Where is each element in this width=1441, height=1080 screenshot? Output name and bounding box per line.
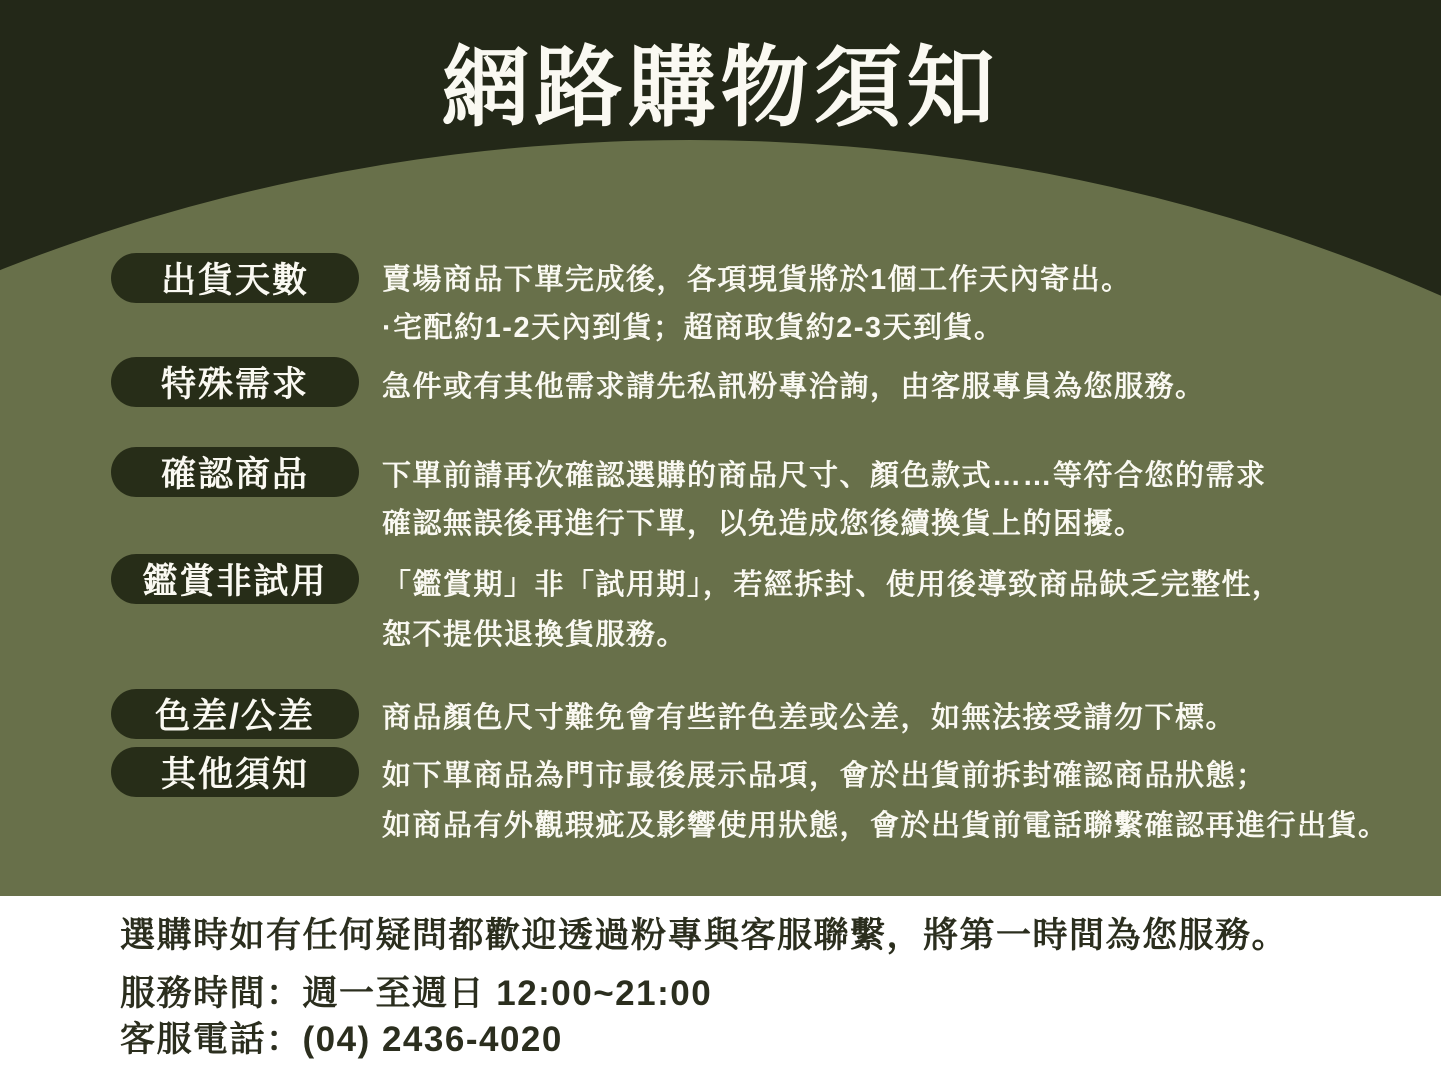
notice-text-line: 確認無誤後再進行下單，以免造成您後續換貨上的困擾。 <box>382 508 1145 540</box>
notice-text-line: ·宅配約1-2天內到貨；超商取貨約2-3天到貨。 <box>382 312 1005 344</box>
notice-badge-shipping-days <box>111 253 359 303</box>
notice-text-line: 如下單商品為門市最後展示品項，會於出貨前拆封確認商品狀態； <box>382 760 1267 792</box>
notice-text-line: 「鑑賞期」非「試用期」，若經拆封、使用後導致商品缺乏完整性， <box>382 569 1283 601</box>
notice-badge-special-requests <box>111 357 359 407</box>
notice-badge-label: 確認商品 <box>160 455 309 494</box>
notice-badge-confirm-product <box>111 447 359 497</box>
notice-text-line: 恕不提供退換貨服務。 <box>382 619 688 651</box>
notice-badge-label: 鑑賞非試用 <box>142 562 328 601</box>
notice-badge-other-notes <box>111 747 359 797</box>
notice-badge-label: 出貨天數 <box>160 261 309 300</box>
footer-service-phone: 客服電話：(04) 2436-4020 <box>120 1020 563 1059</box>
footer-service-hours: 服務時間：週一至週日 12:00~21:00 <box>120 974 713 1013</box>
notice-badge-inspection-period <box>111 554 359 604</box>
notice-text-line: 賣場商品下單完成後，各項現貨將於1個工作天內寄出。 <box>382 264 1132 296</box>
page-title: 網路購物須知 <box>441 38 1000 137</box>
footer-contact-note: 選購時如有任何疑問都歡迎透過粉專與客服聯繫，將第一時間為您服務。 <box>120 916 1289 955</box>
notice-badge-color-tolerance <box>111 689 359 739</box>
footer-section <box>0 896 1441 1080</box>
notice-text-line: 下單前請再次確認選購的商品尺寸、顏色款式……等符合您的需求 <box>382 460 1267 492</box>
notice-badge-label: 色差/公差 <box>155 697 315 736</box>
notice-text-line: 如商品有外觀瑕疵及影響使用狀態，會於出貨前電話聯繫確認再進行出貨。 <box>382 810 1389 842</box>
notice-badge-label: 其他須知 <box>160 755 309 794</box>
notice-badge-label: 特殊需求 <box>160 365 309 404</box>
notice-text-line: 急件或有其他需求請先私訊粉專洽詢，由客服專員為您服務。 <box>382 371 1206 403</box>
notice-text-line: 商品顏色尺寸難免會有些許色差或公差，如無法接受請勿下標。 <box>382 702 1237 734</box>
